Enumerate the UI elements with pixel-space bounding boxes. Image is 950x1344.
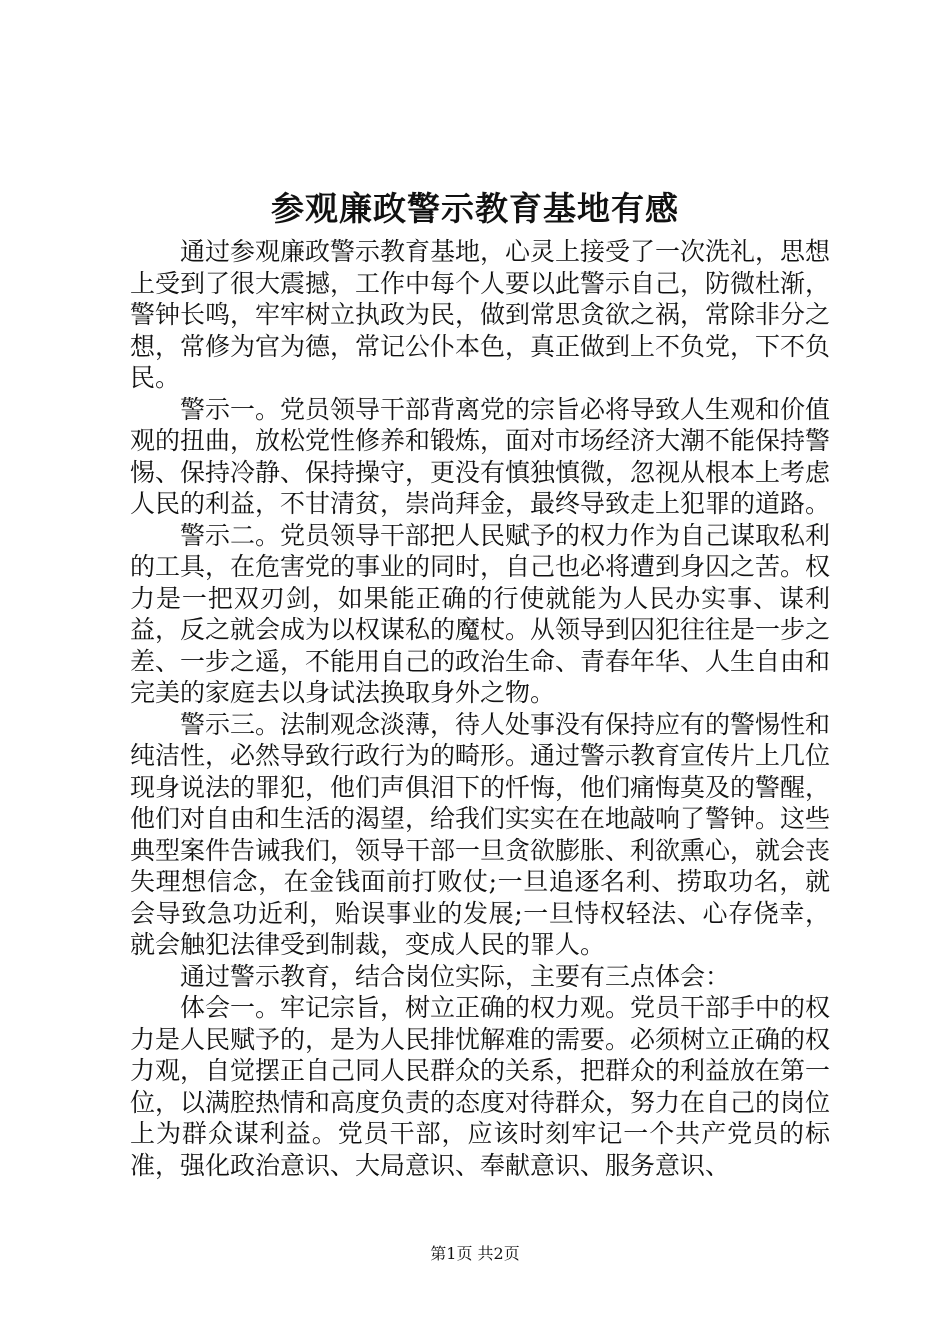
document-title: 参观廉政警示教育基地有感 <box>271 189 679 228</box>
paragraph-warning-one: 警示一。党员领导干部背离党的宗旨必将导致人生观和价值观的扭曲，放松党性修养和锻炼，面对市场经济大潮不能保持警惕、保持冷静、保持操守，更没有慎独慎微，忽视从根本上考虑人民的利益，不甘清贫，崇尚拜金，最终导致走上犯罪的道路。 <box>130 394 831 518</box>
paragraph-warning-three: 警示三。法制观念淡薄，待人处事没有保持应有的警惕性和纯洁性，必然导致行政行为的畸形。通过警示教育宣传片上几位现身说法的罪犯，他们声俱泪下的忏悔，他们痛悔莫及的警醒，他们对自由和生活的渴望，给我们实实在在地敲响了警钟。这些典型案件告诫我们，领导干部一旦贪欲膨胀、利欲熏心，就会丧失理想信念，在金钱面前打败仗;一旦追逐名利、捞取功名，就会导致急功近利，贻误事业的发展;一旦恃权轻法、心存侥幸，就会触犯法律受到制裁，变成人民的罪人。 <box>130 709 831 959</box>
paragraph-warning-two: 警示二。党员领导干部把人民赋予的权力作为自己谋取私利的工具，在危害党的事业的同时，自己也必将遭到身囚之苦。权力是一把双刃剑，如果能正确的行使就能为人民办实事、谋利益，反之就会成为以权谋私的魔杖。从领导到囚犯往往是一步之差、一步之遥，不能用自己的政治生命、青春年华、人生自由和完美的家庭去以身试法换取身外之物。 <box>130 520 831 707</box>
document-body <box>130 236 830 1181</box>
paragraph-intro: 通过参观廉政警示教育基地，心灵上接受了一次洗礼，思想上受到了很大震撼，工作中每个人要以此警示自己，防微杜渐，警钟长鸣，牢牢树立执政为民，做到常思贪欲之祸，常除非分之想，常修为官为德，常记公仆本色，真正做到上不负党，下不负民。 <box>130 237 831 392</box>
paragraph-lessons-intro: 通过警示教育，结合岗位实际，主要有三点体会： <box>180 961 731 991</box>
paragraph-lesson-one: 体会一。牢记宗旨，树立正确的权力观。党员干部手中的权力是人民赋予的，是为人民排忧解难的需要。必须树立正确的权力观，自觉摆正自己同人民群众的关系，把群众的利益放在第一位，以满腔热情和高度负责的态度对待群众，努力在自己的岗位上为群众谋利益。党员干部，应该时刻牢记一个共产党员的标准，强化政治意识、大局意识、奉献意识、服务意识、 <box>130 993 831 1180</box>
page-footer: 第1页 共2页 <box>430 1244 520 1263</box>
